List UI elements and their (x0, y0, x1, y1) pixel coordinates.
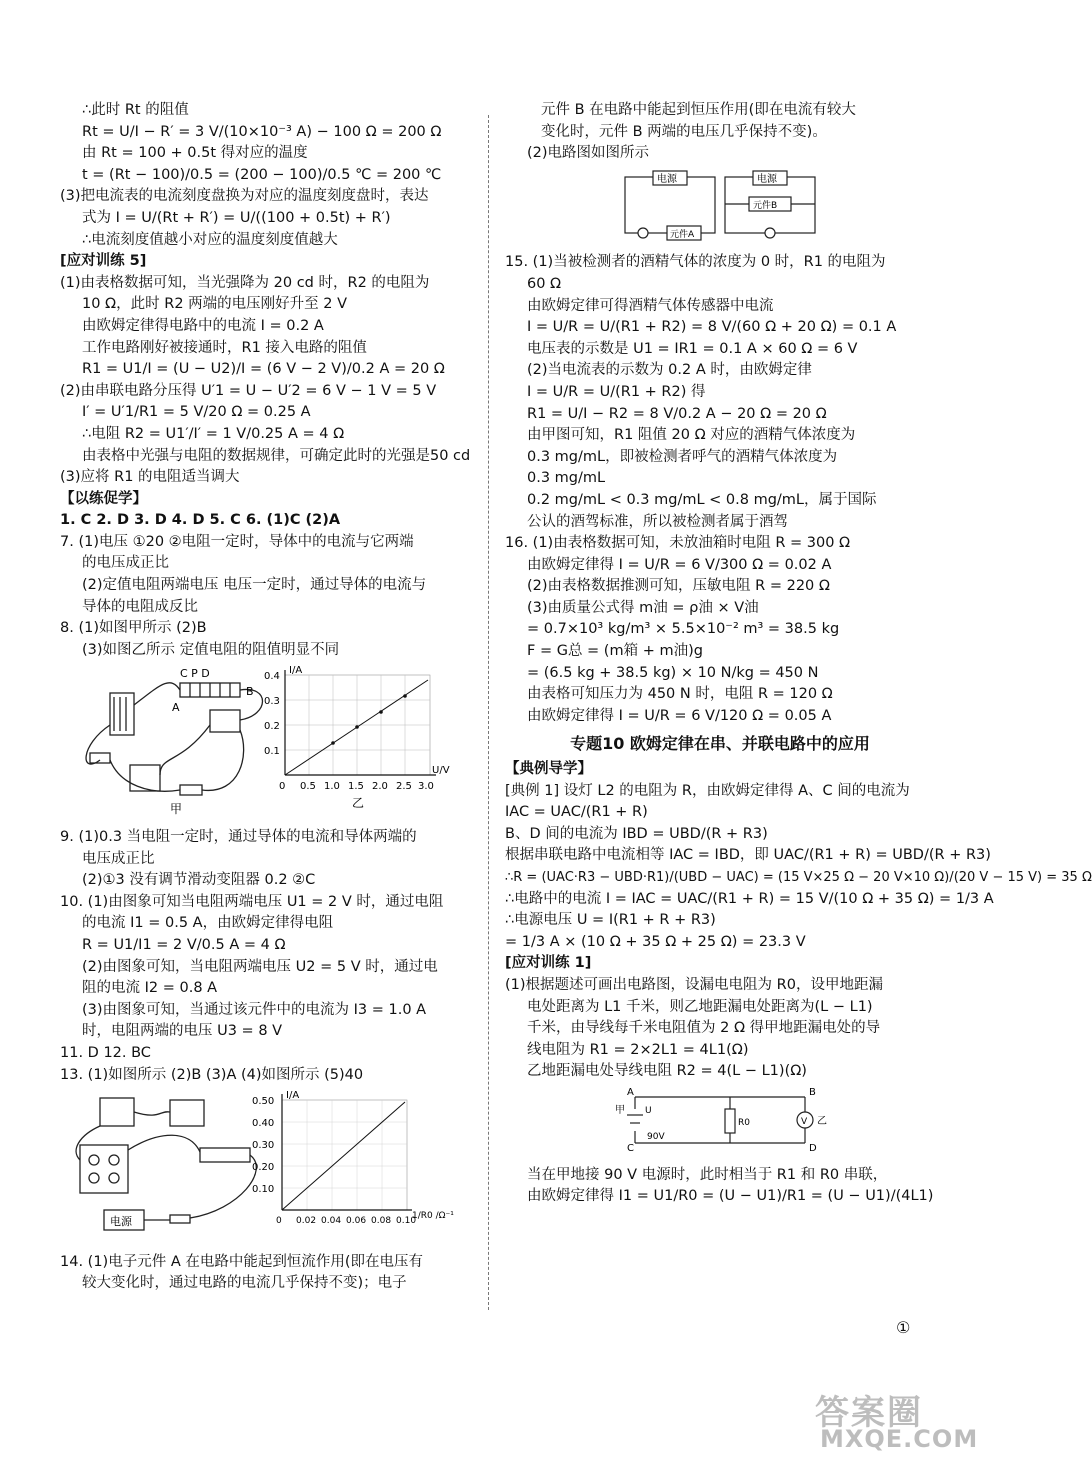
text-line: (2)由表格数据推测可知，压敏电阻 R = 220 Ω (527, 578, 830, 595)
text-line: (2)①3 没有调节滑动变阻器 0.2 ②C (82, 872, 316, 889)
left-column (60, 100, 480, 1295)
text-line: 阻的电流 I2 = 0.8 A (82, 980, 218, 997)
tick: 0.3 (264, 696, 280, 708)
text-line: I = U/R = U/(R1 + R2) = 8 V/(60 Ω + 20 Ω) = 0.1 A (527, 319, 897, 336)
text-line: 13. (1)如图所示 (2)B (3)A (4)如图所示 (5)40 (60, 1066, 364, 1083)
circuit-sketch-jia (86, 683, 262, 795)
rheostat-icon (200, 1148, 250, 1162)
text-line: 1. C 2. D 3. D 4. D 5. C 6. (1)C (2)A (60, 512, 341, 529)
text-line: 0.3 mg/mL，即被检测者呼气的酒精气体浓度为 (527, 448, 838, 465)
label-b: B (246, 685, 254, 699)
text-line: 由 Rt = 100 + 0.5t 得对应的温度 (82, 145, 308, 162)
figure-q14 (505, 169, 935, 249)
label-component-b: 元件B (753, 200, 778, 211)
text-line: 10 Ω，此时 R2 两端的电压刚好升至 2 V (82, 296, 348, 313)
axis-uv: U/V (432, 765, 450, 777)
text-line: 千米，由导线每千米电阻值为 2 Ω 得甲地距漏电处的导 (527, 1020, 881, 1037)
tick: 1.0 (324, 781, 340, 793)
ammeter-icon (210, 710, 240, 732)
tick: 2.0 (372, 781, 388, 793)
lamp-icon (638, 228, 648, 238)
resistor-r0 (725, 1109, 735, 1133)
label-a: A (172, 701, 180, 715)
text-line: ∴电流刻度值越小对应的温度刻度值越大 (82, 231, 338, 248)
equation-marker: ① (896, 1318, 911, 1337)
tick: 0.10 (396, 1216, 417, 1227)
text-line: B、D 间的电流为 IBD = UBD/(R + R3) (505, 825, 768, 842)
label-u: U (645, 1105, 652, 1116)
figure-q8-svg (60, 665, 480, 815)
text-line: 式为 I = U/(Rt + R′) = U/((100 + 0.5t) + R′) (82, 209, 391, 226)
graph-q13 (252, 1090, 454, 1226)
text-line: (3)由质量公式得 m油 = ρ油 × V油 (527, 599, 759, 616)
text-line: 元件 B 在电路中能起到恒压作用(即在电流有较大 (541, 102, 856, 118)
text-line: 电压成正比 (82, 850, 155, 867)
text-line: (2)由图象可知，当电阻两端电压 U2 = 5 V 时，通过电 (82, 958, 438, 975)
text-line: ∴电源电压 U = I(R1 + R + R3) (505, 912, 716, 929)
text-line: (2)当电流表的示数为 0.2 A 时，由欧姆定律 (527, 362, 812, 379)
label-a: A (627, 1086, 634, 1098)
tick: 0.2 (264, 721, 280, 733)
text-line: 变化时，元件 B 两端的电压几乎保持不变)。 (541, 123, 827, 140)
figure-q14-svg (615, 169, 825, 241)
text-line: 9. (1)0.3 当电阻一定时，通过导体的电流和导体两端的 (60, 829, 417, 846)
ammeter-icon (100, 1098, 134, 1126)
tick: 0.5 (300, 781, 316, 793)
text-line: I = U/R = U/(R1 + R2) 得 (527, 383, 706, 400)
voltmeter-icon (170, 1100, 204, 1126)
graph-yi (264, 665, 450, 810)
text-line: (3)如图乙所示 定值电阻的阻值明显不同 (82, 641, 340, 658)
tick: 3.0 (418, 781, 434, 793)
text-line: Rt = U/I − R′ = 3 V/(10×10⁻³ A) − 100 Ω = 200 Ω (82, 123, 442, 140)
lamp-icon (765, 228, 775, 238)
text-line: (1)根据题述可画出电路图，设漏电电阻为 R0，设甲地距漏 (505, 976, 883, 993)
figure-q13 (60, 1090, 480, 1248)
figure-leak-svg (615, 1087, 835, 1153)
text-line: = 0.7×10³ kg/m³ × 5.5×10⁻² m³ = 38.5 kg (527, 621, 840, 638)
tick: 0 (279, 781, 286, 793)
text-line: 工作电路刚好被接通时，R1 接入电路的阻值 (82, 339, 367, 356)
figure-q8 (60, 665, 480, 823)
text-line: 14. (1)电子元件 A 在电路中能起到恒流作用(即在电压有 (60, 1253, 424, 1270)
text-line: (3)把电流表的电流刻度盘换为对应的温度刻度盘时，表达 (60, 188, 429, 205)
text-line: 由甲图可知，R1 阻值 20 Ω 对应的酒精气体浓度为 (527, 427, 856, 444)
tick: 0.10 (252, 1184, 275, 1196)
text-line: 60 Ω (527, 275, 562, 292)
switch-icon (170, 1215, 190, 1223)
label-dianyuan: 电源 (757, 173, 777, 185)
text-line: 由欧姆定律得 I = U/R = 6 V/300 Ω = 0.02 A (527, 556, 832, 573)
text-line: 较大变化时，通过电路的电流几乎保持不变)；电子 (82, 1275, 407, 1292)
text-line: 7. (1)电压 ①20 ②电阻一定时，导体中的电流与它两端 (60, 533, 414, 550)
figure-q13-svg (60, 1090, 480, 1240)
tick: 0.4 (264, 671, 280, 683)
tick: 2.5 (396, 781, 412, 793)
text-line: ∴此时 Rt 的阻值 (82, 102, 189, 118)
label-jia: 甲 (170, 802, 183, 817)
text-line: 由表格可知压力为 450 N 时，电阻 R = 120 Ω (527, 686, 833, 703)
tick: 0 (276, 1216, 282, 1227)
watermark-url: MXQE.COM (820, 1425, 979, 1453)
section-heading: 【典例导学】 (505, 761, 592, 778)
text-line: ∴R = (UAC·R3 − UBD·R1)/(UBD − UAC) = (15 V×25 Ω − 20 V×10 Ω)/(20 V − 15 V) = 35 Ω (505, 870, 1092, 885)
text-line: 0.2 mg/mL < 0.3 mg/mL < 0.8 mg/mL，属于国际 (527, 491, 877, 508)
axis-ia: I/A (286, 1090, 300, 1102)
tick: 0.06 (346, 1216, 367, 1227)
text-line: = (6.5 kg + 38.5 kg) × 10 N/kg = 450 N (527, 664, 819, 681)
right-column (505, 100, 1092, 1208)
label-yi: 乙 (352, 796, 365, 811)
text-line: R1 = U1/I = (U − U2)/I = (6 V − 2 V)/0.2 A = 20 Ω (82, 361, 445, 378)
axis-x13: 1/R0 /Ω⁻¹ (412, 1211, 454, 1222)
watermark-logo: 答案圈 (815, 1393, 923, 1433)
resistance-box-icon (80, 1145, 128, 1193)
text-line: 0.3 mg/mL (527, 470, 606, 487)
text-line: ∴电路中的电流 I = IAC = UAC/(R1 + R) = 15 V/(10 Ω + 35 Ω) = 1/3 A (505, 890, 994, 907)
text-line: R1 = U/I − R2 = 8 V/0.2 A − 20 Ω = 20 Ω (527, 405, 827, 422)
voltmeter-icon (130, 765, 160, 791)
text-line: t = (Rt − 100)/0.5 = (200 − 100)/0.5 ℃ = 200 ℃ (82, 166, 442, 183)
text-line: 的电流 I1 = 0.5 A，由欧姆定律得电阻 (82, 915, 334, 932)
axis-ia: I/A (289, 665, 303, 677)
text-line: R = U1/I1 = 2 V/0.5 A = 4 Ω (82, 937, 286, 953)
tick: 0.40 (252, 1118, 275, 1130)
tick: 0.08 (371, 1216, 392, 1227)
label-cpd: C P D (180, 667, 210, 681)
label-d: D (809, 1142, 817, 1154)
text-line: I′ = U′1/R1 = 5 V/20 Ω = 0.25 A (82, 404, 311, 421)
column-divider (488, 115, 489, 1310)
text-line: (3)由图象可知，当通过该元件中的电流为 I3 = 1.0 A (82, 1001, 427, 1018)
text-line: 时，电阻两端的电压 U3 = 8 V (82, 1023, 283, 1040)
label-v: V (801, 1116, 808, 1127)
text-line: IAC = UAC/(R1 + R) (505, 804, 648, 821)
q13-line (282, 1102, 405, 1210)
text-line: 由欧姆定律可得酒精气体传感器中电流 (527, 297, 774, 314)
label-dianyuan: 电源 (657, 173, 677, 185)
text-line: 电处距离为 L1 千米，则乙地距漏电处距离为(L − L1) (527, 998, 873, 1015)
text-line: (2)定值电阻两端电压 电压一定时，通过导体的电流与 (82, 577, 427, 594)
text-line: (3)应将 R1 的电阻适当调大 (60, 469, 240, 486)
tick: 0.30 (252, 1140, 275, 1152)
text-line: = 1/3 A × (10 Ω + 35 Ω + 25 Ω) = 23.3 V (505, 933, 806, 950)
label-b: B (809, 1086, 816, 1098)
switch-icon (180, 785, 202, 795)
label-yi: 乙 (817, 1115, 827, 1127)
text-line: 的电压成正比 (82, 555, 169, 572)
label-r0: R0 (738, 1117, 750, 1128)
text-line: 16. (1)由表格数据可知，未放油箱时电阻 R = 300 Ω (505, 535, 851, 552)
tick: 0.04 (321, 1216, 342, 1227)
text-line: 公认的酒驾标准，所以被检测者属于酒驾 (527, 513, 788, 530)
text-line: 由欧姆定律得 I1 = U1/R0 = (U − U1)/R1 = (U − U1)/(4L1) (527, 1188, 934, 1205)
text-line: F = G总 = (m箱 + m油)g (527, 643, 703, 660)
resistor-icon (90, 753, 110, 763)
text-line: 当在甲地接 90 V 电源时，此时相当于 R1 和 R0 串联， (527, 1166, 888, 1183)
tick: 0.02 (296, 1216, 317, 1227)
label-90v: 90V (647, 1131, 665, 1142)
text-line: 由欧姆定律得电路中的电流 I = 0.2 A (82, 317, 324, 334)
tick: 0.1 (264, 746, 280, 758)
topic-title: 专题10 欧姆定律在串、并联电路中的应用 (570, 734, 870, 754)
label-jia: 甲 (615, 1104, 625, 1116)
tick: 0.20 (252, 1162, 275, 1174)
text-line: 乙地距漏电处导线电阻 R2 = 4(L − L1)(Ω) (527, 1063, 807, 1080)
tick: 0.50 (252, 1096, 275, 1108)
label-component-a: 元件A (670, 229, 695, 240)
text-line: (2)由串联电路分压得 U′1 = U − U′2 = 6 V − 1 V = 5 V (60, 382, 437, 399)
text-line: 10. (1)由图象可知当电阻两端电压 U1 = 2 V 时，通过电阻 (60, 893, 444, 910)
text-line: ∴电阻 R2 = U1′/I′ = 1 V/0.25 A = 4 Ω (82, 425, 345, 442)
text-line: [典例 1] 设灯 L2 的电阻为 R，由欧姆定律得 A、C 间的电流为 (505, 782, 910, 799)
text-line: (1)由表格数据可知，当光强降为 20 cd 时，R2 的电阻为 (60, 274, 430, 291)
section-heading: 【以练促学】 (60, 490, 147, 507)
text-line: 根据串联电路中电流相等 IAC = IBD，即 UAC/(R1 + R) = UBD/(R + R3) (505, 847, 991, 864)
text-line: 8. (1)如图甲所示 (2)B (60, 620, 207, 637)
text-line: 由欧姆定律得 I = U/R = 6 V/120 Ω = 0.05 A (527, 707, 832, 724)
tick: 1.5 (348, 781, 364, 793)
text-line: 11. D 12. BC (60, 1044, 151, 1061)
text-line: 导体的电阻成反比 (82, 598, 198, 615)
figure-leak-circuit (505, 1087, 935, 1161)
text-line: 电压表的示数是 U1 = IR1 = 0.1 A × 60 Ω = 6 V (527, 340, 858, 357)
text-line: 15. (1)当被检测者的酒精气体的浓度为 0 时，R1 的电阻为 (505, 254, 886, 271)
circuit-sketch-13 (76, 1098, 256, 1230)
label-c: C (627, 1142, 634, 1154)
text-line: 线电阻为 R1 = 2×2L1 = 4L1(Ω) (527, 1041, 749, 1058)
label-dianyuan: 电源 (110, 1215, 132, 1229)
text-line: (2)电路图如图所示 (527, 145, 650, 162)
section-heading: [应对训练 5] (60, 253, 147, 270)
text-line: 由表格中光强与电阻的数据规律，可确定此时的光强是50 cd (82, 447, 471, 464)
section-heading: [应对训练 1] (505, 955, 592, 972)
